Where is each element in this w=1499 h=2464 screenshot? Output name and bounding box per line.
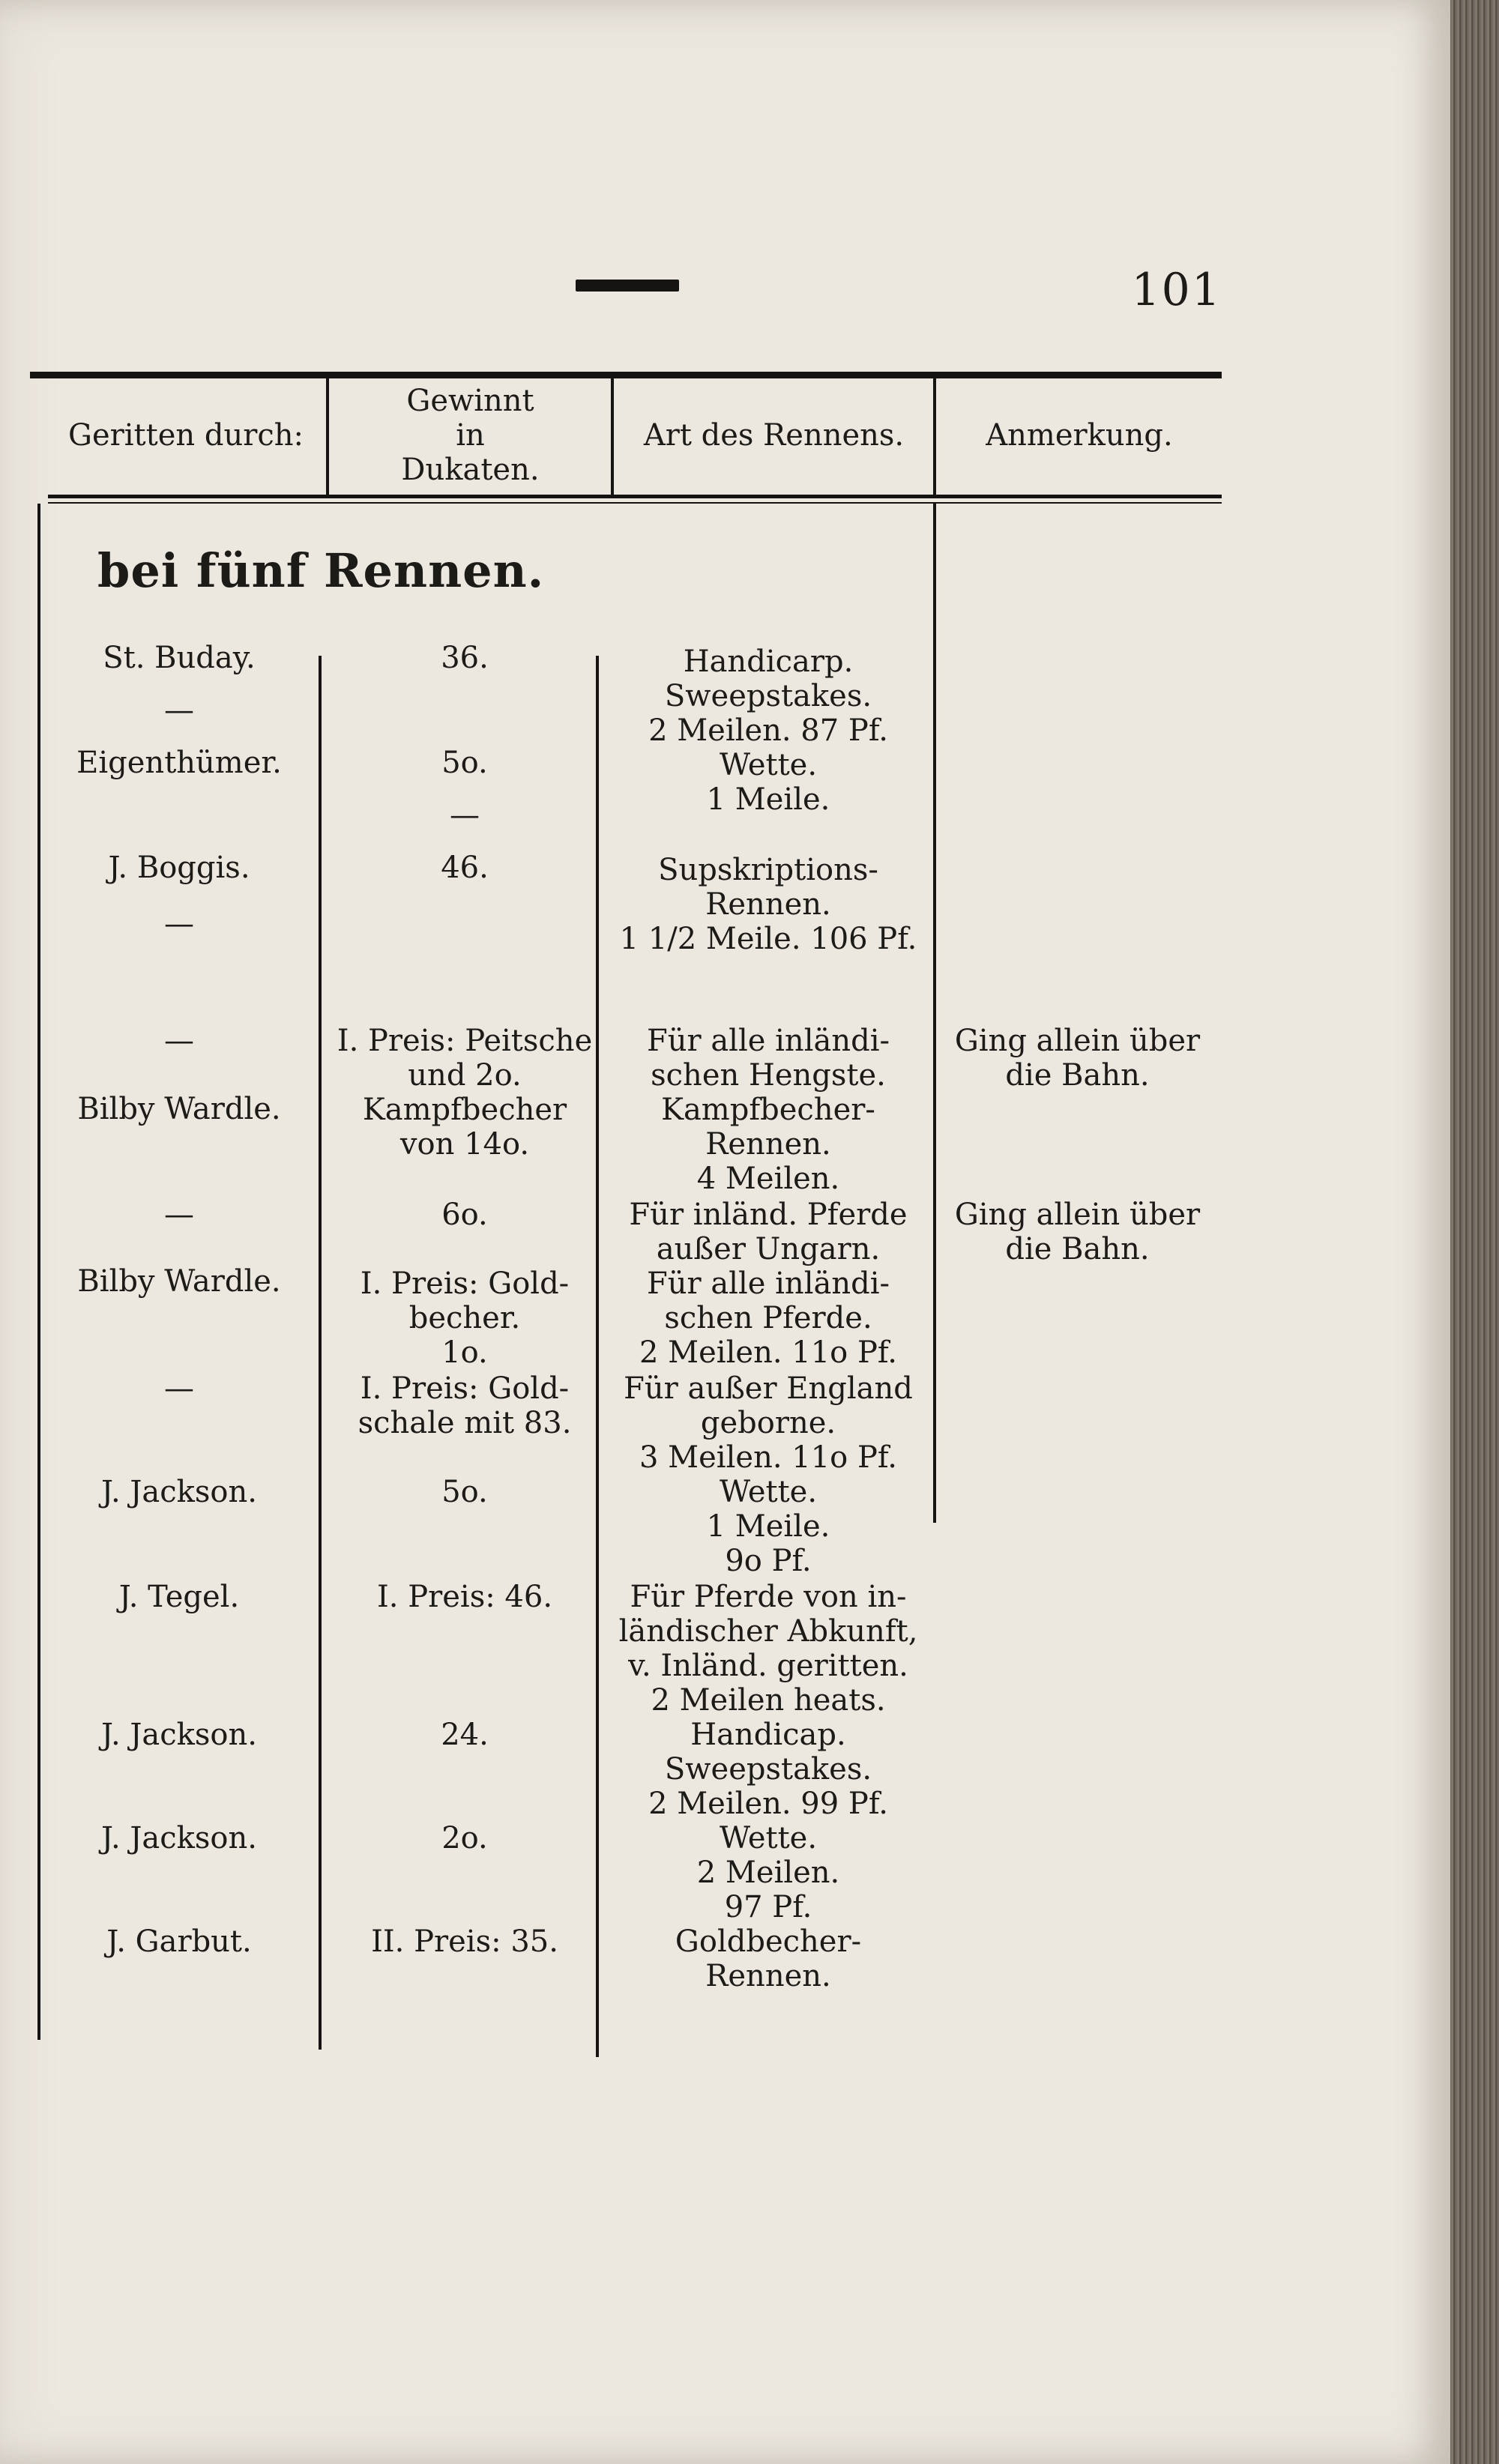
prize-cell: 24. [441,1718,489,1752]
header-prize-line2: in [456,418,485,453]
header-ridden-by-label: Geritten durch: [68,418,304,453]
race-cell: Für außer England [624,1371,913,1406]
race-cell: ländischer Abkunft, [618,1614,918,1649]
race-cell: Kampfbecher- [661,1093,875,1127]
race-cell: Für Pferde von in- [630,1580,907,1614]
header-prize-line3: Dukaten. [401,453,540,487]
race-cell: Für alle inländi- [646,1024,890,1058]
header-race-type-label: Art des Rennens. [643,418,905,453]
section-title: bei fünf Rennen. [97,543,545,598]
prize-cell: I. Preis: Gold- [360,1371,570,1406]
race-cell: Rennen. [705,887,831,922]
prize-cell: I. Preis: Gold- [360,1266,570,1301]
header-bottom-rule-thin [48,502,1222,504]
page-number: 101 [1131,264,1222,316]
race-cell: 97 Pf. [724,1890,812,1924]
prize-cell: 6o. [441,1198,488,1232]
running-head-rule [576,280,679,292]
header-prize [330,379,611,492]
race-cell: Goldbecher- [675,1924,862,1959]
race-cell: Für alle inländi- [646,1266,890,1301]
rider-cell: — [164,1371,194,1406]
prize-cell: II. Preis: 35. [371,1924,558,1959]
race-cell: Wette. [719,1475,818,1509]
prize-cell: von 14o. [399,1127,530,1162]
rider-cell: J. Boggis. [108,851,250,885]
header-prize-line1: Gewinnt [406,384,534,418]
race-cell: geborne. [700,1406,836,1440]
prize-cell: Kampfbecher [362,1093,567,1127]
rider-cell: — [164,1198,194,1232]
header-remark [937,379,1222,492]
race-cell: außer Ungarn. [656,1232,881,1266]
race-cell: Wette. [719,748,818,782]
header-separator-2 [611,378,614,495]
prize-cell: I. Preis: Peitsche [337,1024,593,1058]
header-ridden-by [43,379,328,492]
race-cell: Sweepstakes. [664,679,872,713]
book-page-edges [1450,0,1499,2464]
prize-cell: schale mit 83. [358,1406,572,1440]
prize-cell: I. Preis: 46. [376,1580,553,1614]
race-cell: 9o Pf. [725,1544,812,1578]
race-cell: 1 Meile. [706,782,830,817]
race-cell: schen Hengste. [651,1058,886,1093]
race-cell: 2 Meilen heats. [651,1683,886,1718]
race-cell: Sweepstakes. [664,1752,872,1787]
race-cell: Supskriptions- [658,853,878,887]
race-cell: 3 Meilen. 11o Pf. [639,1440,897,1475]
remark-cell: die Bahn. [1005,1058,1150,1093]
race-cell: Für inländ. Pferde [629,1198,908,1232]
prize-cell: 1o. [441,1335,488,1370]
race-cell: 1 1/2 Meile. 106 Pf. [619,922,917,956]
race-cell: Rennen. [705,1127,831,1162]
race-cell: Rennen. [705,1959,831,1993]
race-cell: 2 Meilen. 99 Pf. [648,1787,888,1821]
prize-cell: 2o. [441,1821,488,1855]
rider-cell: J. Tegel. [118,1580,240,1614]
rider-cell: J. Jackson. [101,1475,257,1509]
column-separator-2 [319,656,322,2050]
race-cell: 2 Meilen. 11o Pf. [639,1335,897,1370]
header-remark-label: Anmerkung. [986,418,1173,453]
race-cell: 4 Meilen. [696,1162,840,1196]
remark-cell: Ging allein über [954,1024,1201,1058]
prize-cell: 5o. [441,746,488,780]
dash-cell: — [450,798,480,833]
race-cell: Wette. [719,1821,818,1855]
header-race-type [615,379,933,492]
remark-cell: die Bahn. [1005,1232,1150,1266]
dash-cell: — [164,693,194,728]
rider-cell: Bilby Wardle. [77,1264,281,1299]
prize-cell: 5o. [441,1475,488,1509]
rider-cell: J. Jackson. [101,1718,257,1752]
rider-cell: J. Garbut. [106,1924,252,1959]
prize-cell: 36. [441,641,489,675]
rider-cell: Eigenthümer. [76,746,282,780]
race-cell: schen Pferde. [664,1301,872,1335]
rider-cell: Bilby Wardle. [77,1092,281,1126]
race-cell: 2 Meilen. 87 Pf. [648,713,888,748]
race-cell: Handicarp. [683,644,854,679]
header-bottom-rule [48,495,1222,498]
race-cell: 2 Meilen. [696,1855,840,1890]
rider-cell: J. Jackson. [101,1821,257,1855]
prize-cell: becher. [408,1301,521,1335]
race-cell: Handicap. [690,1718,846,1752]
column-separator-4 [933,504,936,1523]
rider-cell: St. Buday. [103,641,256,675]
dash-cell: — [164,907,194,941]
header-separator-3 [933,378,936,495]
race-cell: v. Inländ. geritten. [628,1649,908,1683]
rider-cell: — [164,1024,194,1058]
prize-cell: 46. [441,851,489,885]
remark-cell: Ging allein über [954,1198,1201,1232]
prize-cell: und 2o. [408,1058,522,1093]
table-top-rule [30,372,1222,378]
race-cell: 1 Meile. [706,1509,830,1544]
